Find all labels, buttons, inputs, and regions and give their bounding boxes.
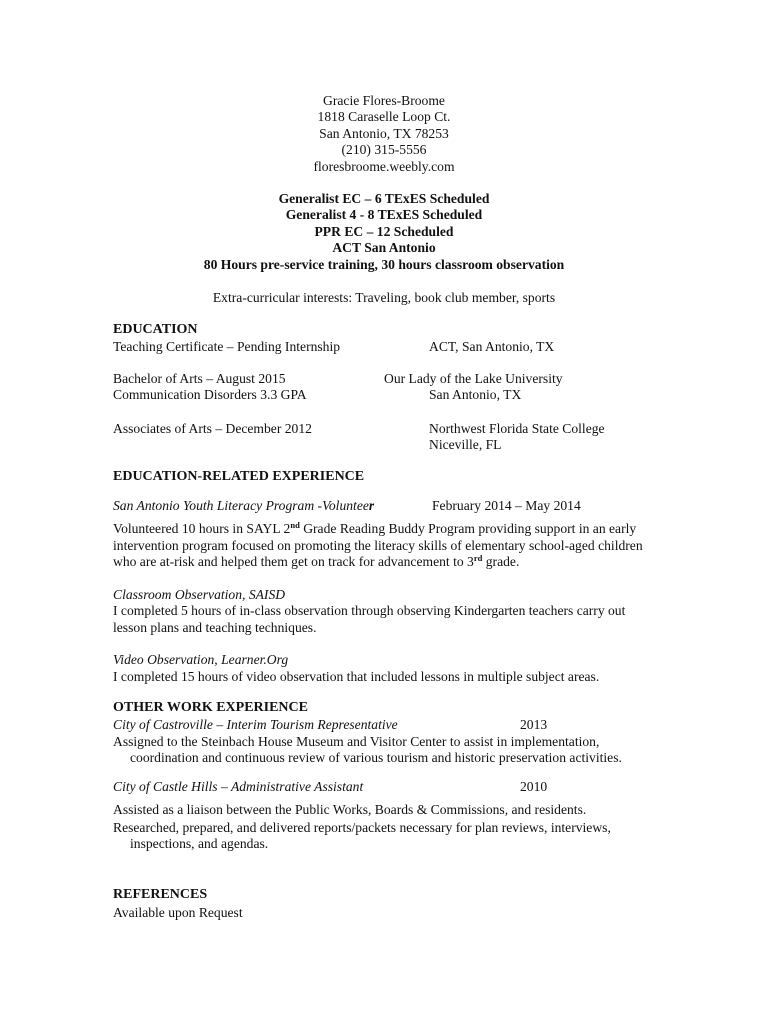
experience-title: Classroom Observation, SAISD (113, 587, 286, 602)
job-description-line: Assigned to the Steinbach House Museum and Visitor Center to assist in implementation, (113, 734, 600, 749)
education-degree: Associates of Arts – December 2012 (113, 421, 312, 436)
city-state-zip: San Antonio, TX 78253 (319, 126, 449, 141)
section-heading-references: REFERENCES (113, 887, 208, 902)
experience-title: Video Observation, Learner.Org (113, 652, 289, 667)
experience-description-line: Volunteered 10 hours in SAYL 2nd Grade Reading Buddy Program providing support in an early (113, 520, 637, 536)
certification-line: ACT San Antonio (332, 240, 436, 255)
experience-description-line: who are at-risk and helped them get on track for advancement to 3rd grade. (113, 553, 520, 569)
references-text: Available upon Request (113, 905, 243, 920)
job-description-line: coordination and continuous review of various tourism and historic preservation activities. (130, 750, 622, 765)
job-title: City of Castle Hills – Administrative Assistant (113, 779, 364, 794)
certification-line: Generalist EC – 6 TExES Scheduled (278, 191, 490, 206)
job-description-line: inspections, and agendas. (130, 836, 269, 851)
experience-title: San Antonio Youth Literacy Program -Volunteer (113, 498, 375, 513)
interests-line: Extra-curricular interests: Traveling, book club member, sports (212, 290, 556, 305)
education-school: Our Lady of the Lake University (384, 371, 563, 386)
certification-line: Generalist 4 - 8 TExES Scheduled (285, 207, 483, 222)
experience-description-line: I completed 15 hours of video observation that included lessons in multiple subject areas. (113, 669, 600, 684)
job-year: 2010 (520, 779, 548, 794)
job-year: 2013 (520, 717, 548, 732)
education-degree: Teaching Certificate – Pending Internship (113, 339, 341, 354)
phone-number: (210) 315-5556 (341, 142, 427, 157)
section-heading-education: EDUCATION (113, 322, 198, 337)
experience-description-line: intervention program focused on promoting the literacy skills of elementary school-aged children (113, 538, 643, 553)
education-location: Niceville, FL (429, 437, 502, 452)
education-degree: Bachelor of Arts – August 2015 (113, 371, 286, 386)
applicant-name: Gracie Flores-Broome (323, 93, 445, 108)
job-description-line: Assisted as a liaison between the Public Works, Boards & Commissions, and residents. (113, 802, 587, 817)
education-location: San Antonio, TX (429, 387, 522, 402)
street-address: 1818 Caraselle Loop Ct. (317, 109, 451, 124)
certification-line: PPR EC – 12 Scheduled (314, 224, 454, 239)
certification-line: 80 Hours pre-service training, 30 hours classroom observation (203, 257, 565, 272)
experience-description-line: lesson plans and teaching techniques. (113, 620, 317, 635)
job-description-line: Researched, prepared, and delivered reports/packets necessary for plan reviews, interviews, (113, 820, 611, 835)
education-school: Northwest Florida State College (429, 421, 605, 436)
education-detail: Communication Disorders 3.3 GPA (113, 387, 307, 402)
section-heading-work-experience: OTHER WORK EXPERIENCE (113, 700, 308, 715)
experience-description-line: I completed 5 hours of in-class observation through observing Kindergarten teachers carry out (113, 603, 626, 618)
experience-dates: February 2014 – May 2014 (432, 498, 581, 513)
education-school: ACT, San Antonio, TX (429, 339, 555, 354)
website: floresbroome.weebly.com (313, 159, 455, 174)
job-title: City of Castroville – Interim Tourism Representative (113, 717, 398, 732)
section-heading-education-experience: EDUCATION-RELATED EXPERIENCE (113, 469, 365, 484)
